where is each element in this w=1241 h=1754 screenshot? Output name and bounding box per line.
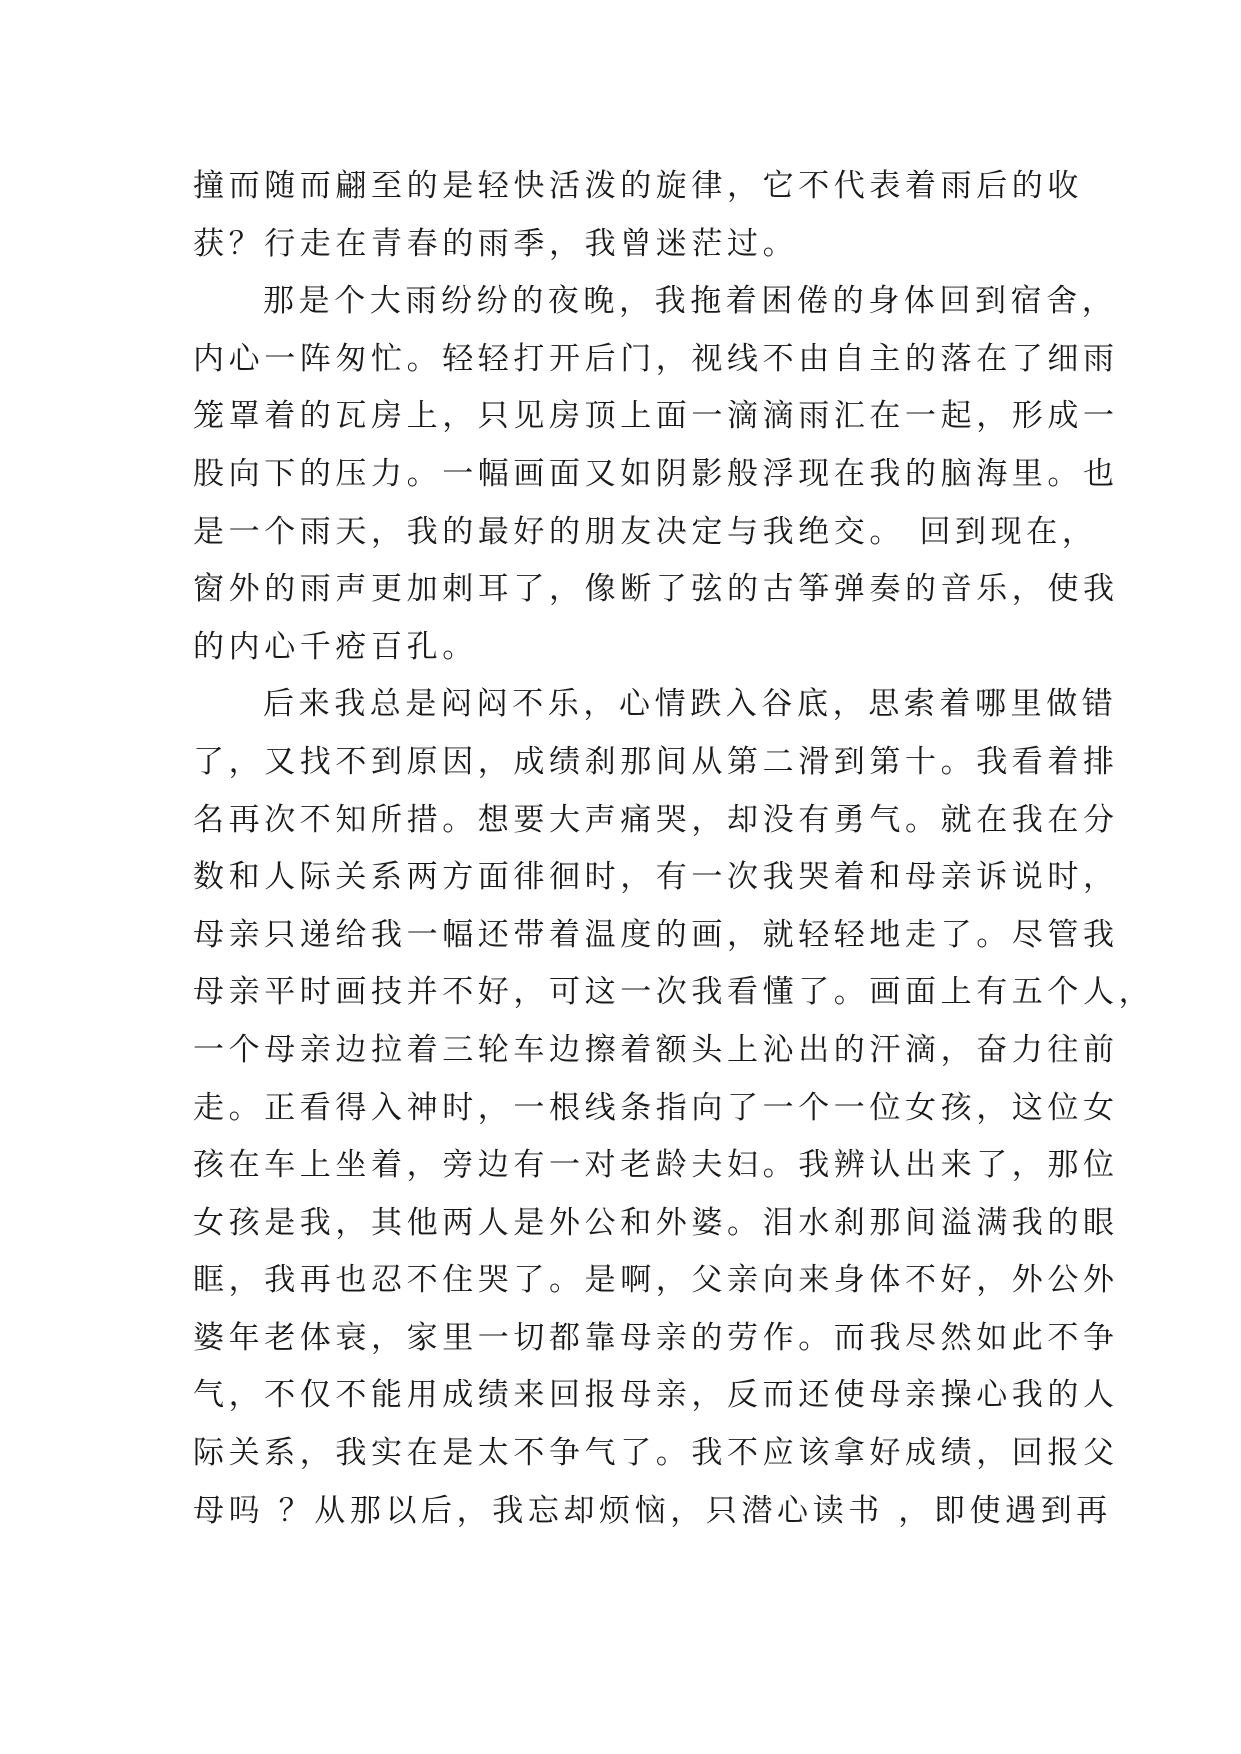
text-line: 获？行走在青春的雨季，我曾迷茫过。 — [193, 225, 799, 262]
text-line: 走。正看得入神时，一根线条指向了一个一位女孩，这位女 — [193, 1089, 1119, 1126]
text-line: 内心一阵匆忙。轻轻打开后门，视线不由自主的落在了细雨 — [193, 340, 1119, 377]
text-line: 气，不仅不能用成绩来回报母亲，反而还使母亲操心我的人 — [193, 1377, 1119, 1414]
text-line: 后来我总是闷闷不乐，心情跌入谷底，思索着哪里做错 — [263, 686, 1118, 723]
document-body — [193, 158, 1155, 1540]
text-line: 一个母亲边拉着三轮车边擦着额头上沁出的汗滴，奋力往前 — [193, 1031, 1119, 1068]
text-line: 母吗 ？从那以后，我忘却烦恼，只潜心读书 ，即使遇到再 — [193, 1492, 1112, 1529]
text-line: 是一个雨天，我的最好的朋友决定与我绝交。 回到现在， — [193, 513, 1098, 550]
text-line: 数和人际关系两方面徘徊时，有一次我哭着和母亲诉说时， — [193, 859, 1119, 896]
text-line: 际关系，我实在是太不争气了。我不应该拿好成绩，回报父 — [193, 1435, 1119, 1472]
text-line: 笼罩着的瓦房上，只见房顶上面一滴滴雨汇在一起，形成一 — [193, 398, 1119, 435]
text-line: 那是个大雨纷纷的夜晚，我拖着困倦的身体回到宿舍， — [263, 283, 1118, 320]
text-line: 婆年老体衰，家里一切都靠母亲的劳作。而我尽然如此不争 — [193, 1319, 1119, 1356]
text-line: 了，又找不到原因，成绩刹那间从第二滑到第十。我看着排 — [193, 743, 1119, 780]
text-line: 女孩是我，其他两人是外公和外婆。泪水刹那间溢满我的眼 — [193, 1204, 1119, 1241]
text-line: 名再次不知所措。想要大声痛哭，却没有勇气。就在我在分 — [193, 801, 1119, 838]
text-line: 窗外的雨声更加刺耳了，像断了弦的古筝弹奏的音乐，使我 — [193, 571, 1119, 608]
text-line: 撞而随而翩至的是轻快活泼的旋律，它不代表着雨后的收 — [193, 168, 1083, 204]
text-line: 眶，我再也忍不住哭了。是啊，父亲向来身体不好，外公外 — [193, 1262, 1119, 1299]
text-line: 母亲只递给我一幅还带着温度的画，就轻轻地走了。尽管我 — [193, 916, 1119, 953]
text-line: 的内心千疮百孔。 — [193, 628, 478, 665]
text-line: 股向下的压力。一幅画面又如阴影般浮现在我的脑海里。也 — [193, 455, 1119, 492]
text-line: 孩在车上坐着，旁边有一对老龄夫妇。我辨认出来了，那位 — [193, 1147, 1119, 1184]
text-line: 母亲平时画技并不好，可这一次我看懂了。画面上有五个人， — [193, 974, 1155, 1011]
